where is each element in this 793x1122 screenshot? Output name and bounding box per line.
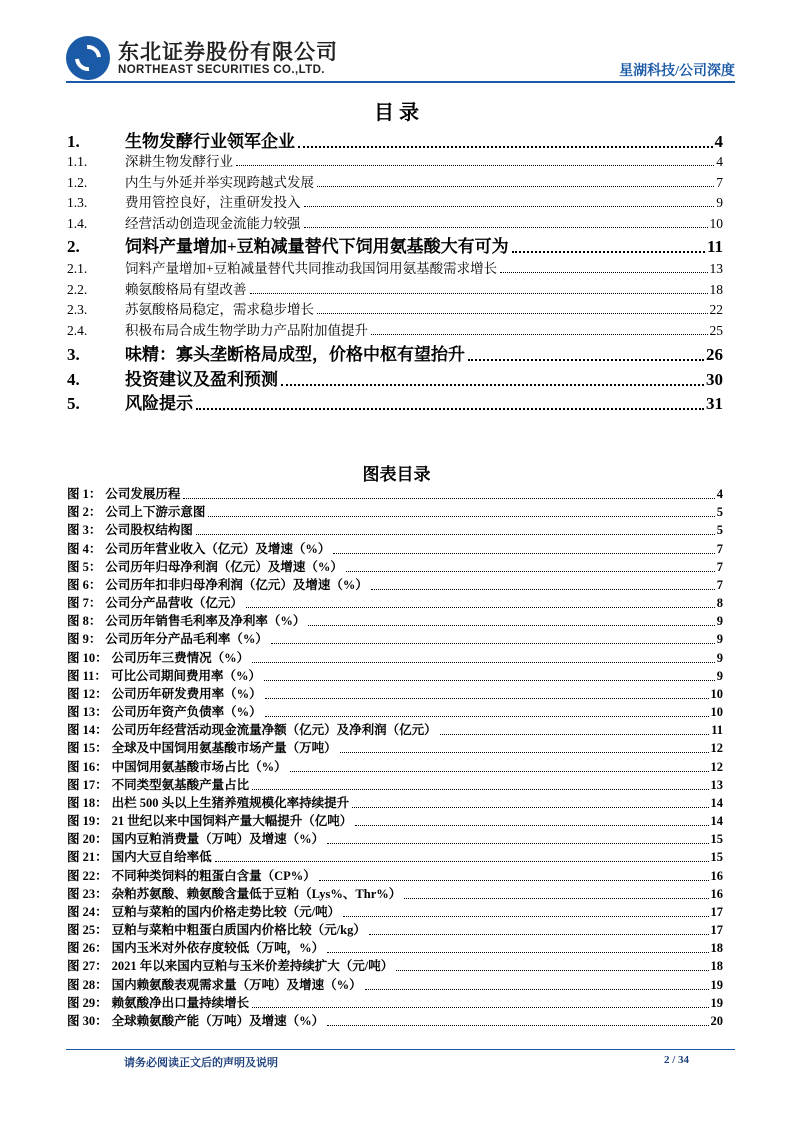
entry-title: 国内大豆自给率低	[111, 850, 212, 865]
toc-entry[interactable]	[67, 389, 723, 414]
entry-number: 图 19：	[67, 814, 108, 829]
dot-leader	[440, 734, 710, 735]
toc-entry[interactable]	[67, 171, 723, 191]
entry-number: 图 28：	[67, 977, 108, 992]
entry-title: 公司发展历程	[105, 487, 181, 501]
footer-divider	[66, 1049, 735, 1050]
entry-title: 投资建议及盈利预测	[125, 370, 278, 389]
entry-title: 全球赖氨酸产能（万吨）及增速（%）	[111, 1013, 325, 1028]
entry-title: 21 世纪以来中国饲料产量大幅提升（亿吨）	[111, 814, 353, 829]
dot-leader	[319, 880, 709, 881]
company-name-cn: 东北证券股份有限公司	[118, 40, 338, 64]
entry-number: 图 13：	[67, 705, 108, 720]
entry-number: 1.1.	[67, 154, 88, 169]
entry-title: 不同种类饲料的粗蛋白含量（CP%）	[111, 868, 316, 883]
entry-title: 全球及中国饲用氨基酸市场产量（万吨）	[111, 741, 337, 756]
toc-entry[interactable]	[67, 340, 723, 365]
entry-page: 15	[710, 850, 723, 865]
entry-title: 公司历年经营活动现金流量净额（亿元）及净利润（亿元）	[111, 723, 437, 738]
entry-title: 公司上下游示意图	[105, 505, 206, 520]
dot-leader	[271, 643, 715, 644]
figure-entry[interactable]	[67, 720, 723, 738]
entry-number: 图 1：	[67, 487, 102, 501]
entry-number: 图 11：	[67, 668, 107, 683]
entry-number: 图 15：	[67, 741, 108, 756]
entry-page: 5	[716, 505, 723, 520]
figure-entry[interactable]	[67, 938, 723, 956]
dot-leader	[343, 916, 708, 917]
entry-page: 11	[711, 723, 723, 738]
figure-entry[interactable]	[67, 738, 723, 756]
entry-number: 2.3.	[67, 302, 88, 317]
entry-page: 18	[710, 941, 723, 956]
company-name-en: NORTHEAST SECURITIES CO.,LTD.	[118, 64, 325, 76]
figure-entry[interactable]	[67, 539, 723, 557]
dot-leader	[298, 146, 713, 148]
entry-title: 2021 年以来国内豆粕与玉米价差持续扩大（元/吨）	[111, 959, 394, 974]
entry-page: 4	[714, 132, 723, 151]
toc-title: 目 录	[374, 102, 419, 124]
entry-page: 19	[710, 995, 723, 1010]
entry-title: 豆粕与菜粕的国内价格走势比较（元/吨）	[111, 904, 341, 919]
header-divider	[66, 81, 735, 83]
entry-number: 图 16：	[67, 759, 108, 774]
entry-number: 3.	[67, 345, 80, 364]
entry-page: 13	[710, 777, 723, 792]
entry-number: 图 17：	[67, 777, 108, 792]
dot-leader	[281, 384, 704, 386]
entry-number: 2.4.	[67, 323, 88, 338]
figure-entry[interactable]	[67, 956, 723, 974]
dot-leader	[355, 825, 708, 826]
dot-leader	[512, 251, 705, 253]
entry-number: 图 29：	[67, 995, 108, 1010]
dot-leader	[252, 789, 708, 790]
page-number: 2 / 34	[664, 1054, 690, 1066]
entry-number: 图 27：	[67, 959, 108, 974]
entry-title: 味精：寡头垄断格局成型，价格中枢有望抬升	[125, 345, 465, 364]
figure-entry[interactable]	[67, 829, 723, 847]
dot-leader	[346, 571, 715, 572]
entry-title: 公司历年销售毛利率及净利率（%）	[105, 614, 306, 629]
entry-title: 出栏 500 头以上生猪养殖规模化率持续提升	[111, 795, 350, 810]
entry-page: 10	[710, 686, 723, 701]
entry-page: 22	[709, 302, 723, 317]
toc-entry[interactable]	[67, 127, 723, 152]
entry-title: 公司历年三费情况（%）	[111, 650, 250, 665]
figure-entry[interactable]	[67, 629, 723, 647]
dot-leader	[308, 625, 714, 626]
entry-title: 不同类型氨基酸产量占比	[111, 777, 250, 792]
report-tag: 星湖科技/公司深度	[619, 64, 735, 79]
footer-disclaimer: 请务必阅读正文后的声明及说明	[124, 1057, 278, 1069]
figure-entry[interactable]	[67, 920, 723, 938]
entry-page: 16	[710, 868, 723, 883]
toc-entry[interactable]	[67, 191, 723, 211]
logo-icon	[66, 36, 110, 80]
entry-number: 图 4：	[67, 541, 102, 556]
entry-title: 生物发酵行业领军企业	[125, 132, 295, 151]
dot-leader	[365, 989, 709, 990]
entry-page: 14	[710, 795, 723, 810]
entry-title: 国内赖氨酸表观需求量（万吨）及增速（%）	[111, 977, 362, 992]
entry-page: 25	[709, 323, 723, 338]
figure-entry[interactable]	[67, 502, 723, 520]
entry-page: 4	[716, 487, 723, 501]
entry-page: 18	[709, 282, 723, 297]
entry-number: 图 8：	[67, 614, 102, 629]
figure-entry[interactable]	[67, 811, 723, 829]
dot-leader	[468, 359, 704, 361]
entry-title: 公司历年营业收入（亿元）及增速（%）	[105, 541, 331, 556]
entry-title: 费用管控良好，注重研发投入	[125, 195, 301, 210]
dot-leader	[264, 680, 715, 681]
entry-number: 5.	[67, 394, 80, 413]
entry-page: 7	[716, 577, 723, 592]
entry-number: 4.	[67, 370, 80, 389]
entry-page: 13	[709, 261, 723, 276]
entry-title: 积极布局合成生物学助力产品附加值提升	[125, 323, 368, 338]
entry-title: 风险提示	[125, 394, 193, 413]
entry-title: 公司历年资产负债率（%）	[111, 705, 262, 720]
dot-leader	[250, 293, 708, 294]
figure-entry[interactable]	[67, 902, 723, 920]
figure-entry[interactable]	[67, 993, 723, 1011]
figure-entry[interactable]	[67, 757, 723, 775]
figure-entry[interactable]	[67, 866, 723, 884]
entry-number: 2.	[67, 237, 80, 256]
entry-page: 10	[709, 216, 723, 231]
entry-page: 7	[716, 175, 723, 190]
dot-leader	[304, 227, 708, 228]
dot-leader	[183, 498, 714, 499]
entry-title: 公司历年研发费用率（%）	[111, 686, 262, 701]
dot-leader	[333, 553, 714, 554]
entry-number: 图 20：	[67, 832, 108, 847]
entry-title: 深耕生物发酵行业	[125, 154, 233, 169]
dot-leader	[304, 206, 715, 207]
dot-leader	[500, 272, 707, 273]
figure-entry[interactable]	[67, 847, 723, 865]
entry-number: 1.4.	[67, 216, 88, 231]
entry-page: 15	[710, 832, 723, 847]
dot-leader	[371, 334, 708, 335]
entry-page: 16	[710, 886, 723, 901]
figures-title: 图表目录	[362, 465, 431, 484]
dot-leader	[327, 952, 708, 953]
dot-leader	[236, 165, 714, 166]
dot-leader	[327, 1025, 708, 1026]
entry-number: 图 7：	[67, 596, 102, 611]
entry-page: 18	[710, 959, 723, 974]
dot-leader	[215, 861, 709, 862]
entry-page: 17	[710, 904, 723, 919]
entry-title: 苏氨酸格局稳定，需求稳步增长	[125, 302, 314, 317]
dot-leader	[290, 771, 709, 772]
entry-title: 公司历年分产品毛利率（%）	[105, 632, 268, 647]
entry-page: 11	[706, 237, 723, 256]
dot-leader	[196, 534, 715, 535]
entry-page: 9	[716, 650, 723, 665]
entry-number: 图 10：	[67, 650, 108, 665]
entry-number: 1.	[67, 132, 80, 151]
entry-page: 9	[716, 668, 723, 683]
figure-entry[interactable]	[67, 557, 723, 575]
entry-page: 17	[710, 923, 723, 938]
entry-title: 国内豆粕消费量（万吨）及增速（%）	[111, 832, 325, 847]
entry-title: 公司分产品营收（亿元）	[105, 596, 243, 611]
dot-leader	[208, 516, 714, 517]
entry-title: 中国饲用氨基酸市场占比（%）	[111, 759, 287, 774]
entry-number: 图 12：	[67, 686, 108, 701]
entry-title: 可比公司期间费用率（%）	[110, 668, 261, 683]
entry-page: 10	[710, 705, 723, 720]
figure-entry[interactable]	[67, 702, 723, 720]
dot-leader	[317, 313, 708, 314]
dot-leader	[317, 186, 714, 187]
dot-leader	[265, 716, 709, 717]
entry-page: 31	[706, 394, 723, 413]
dot-leader	[196, 408, 704, 410]
company-logo	[66, 36, 338, 80]
entry-title: 杂粕苏氨酸、赖氨酸含量低于豆粕（Lys%、Thr%）	[111, 886, 402, 901]
entry-page: 12	[710, 759, 723, 774]
entry-page: 20	[710, 1013, 723, 1028]
entry-title: 公司历年归母净利润（亿元）及增速（%）	[105, 559, 343, 574]
entry-number: 图 9：	[67, 632, 102, 647]
entry-title: 赖氨酸净出口量持续增长	[111, 995, 250, 1010]
figure-entry[interactable]	[67, 975, 723, 993]
dot-leader	[340, 752, 709, 753]
dot-leader	[352, 807, 708, 808]
toc-entry[interactable]	[67, 298, 723, 318]
dot-leader	[396, 970, 708, 971]
dot-leader	[327, 843, 708, 844]
entry-number: 图 22：	[67, 868, 108, 883]
figure-entry[interactable]	[67, 520, 723, 538]
entry-number: 图 5：	[67, 559, 102, 574]
entry-number: 图 14：	[67, 723, 108, 738]
figure-entry[interactable]	[67, 775, 723, 793]
toc-entry[interactable]	[67, 150, 723, 170]
toc-entry[interactable]	[67, 232, 723, 257]
entry-title: 赖氨酸格局有望改善	[125, 282, 247, 297]
figure-entry[interactable]	[67, 575, 723, 593]
entry-title: 饲料产量增加+豆粕减量替代共同推动我国饲用氨基酸需求增长	[125, 261, 498, 276]
entry-number: 图 24：	[67, 904, 108, 919]
entry-page: 9	[716, 632, 723, 647]
entry-number: 图 21：	[67, 850, 108, 865]
figure-entry[interactable]	[67, 484, 723, 502]
entry-number: 图 30：	[67, 1013, 108, 1028]
entry-page: 5	[716, 523, 723, 538]
entry-page: 4	[716, 154, 723, 169]
entry-title: 国内玉米对外依存度较低（万吨，%）	[111, 941, 325, 956]
entry-page: 19	[710, 977, 723, 992]
dot-leader	[265, 698, 709, 699]
figure-entry[interactable]	[67, 648, 723, 666]
toc-entry[interactable]	[67, 212, 723, 232]
entry-number: 图 23：	[67, 886, 108, 901]
entry-page: 12	[710, 741, 723, 756]
entry-title: 公司股权结构图	[105, 523, 193, 538]
entry-number: 2.1.	[67, 261, 88, 276]
entry-title: 内生与外延并举实现跨越式发展	[125, 175, 314, 190]
dot-leader	[369, 934, 709, 935]
entry-title: 经营活动创造现金流能力较强	[125, 216, 301, 231]
dot-leader	[252, 662, 715, 663]
entry-page: 7	[716, 559, 723, 574]
entry-title: 豆粕与菜粕中粗蛋白质国内价格比较（元/kg）	[111, 923, 366, 938]
toc-entry[interactable]	[67, 278, 723, 298]
dot-leader	[371, 589, 715, 590]
dot-leader	[404, 898, 708, 899]
figure-entry[interactable]	[67, 684, 723, 702]
toc-entry[interactable]	[67, 319, 723, 339]
entry-number: 图 25：	[67, 923, 108, 938]
entry-number: 图 3：	[67, 523, 102, 538]
entry-number: 图 26：	[67, 941, 108, 956]
dot-leader	[246, 607, 715, 608]
figure-entry[interactable]	[67, 666, 723, 684]
toc-entry[interactable]	[67, 365, 723, 390]
entry-number: 图 6：	[67, 577, 102, 592]
entry-title: 公司历年扣非归母净利润（亿元）及增速（%）	[105, 577, 368, 592]
entry-number: 2.2.	[67, 282, 88, 297]
figure-entry[interactable]	[67, 593, 723, 611]
entry-page: 9	[716, 195, 723, 210]
entry-title: 饲料产量增加+豆粕减量替代下饲用氨基酸大有可为	[125, 237, 509, 256]
toc-entry[interactable]	[67, 257, 723, 277]
figure-entry[interactable]	[67, 1011, 723, 1029]
entry-page: 9	[716, 614, 723, 629]
entry-number: 1.3.	[67, 195, 88, 210]
entry-page: 7	[716, 541, 723, 556]
figure-entry[interactable]	[67, 611, 723, 629]
entry-number: 图 18：	[67, 795, 108, 810]
figure-entry[interactable]	[67, 884, 723, 902]
entry-page: 30	[706, 370, 723, 389]
figure-entry[interactable]	[67, 793, 723, 811]
entry-page: 14	[710, 814, 723, 829]
entry-page: 8	[716, 596, 723, 611]
entry-page: 26	[706, 345, 723, 364]
dot-leader	[252, 1007, 708, 1008]
entry-number: 图 2：	[67, 505, 102, 520]
entry-number: 1.2.	[67, 175, 88, 190]
